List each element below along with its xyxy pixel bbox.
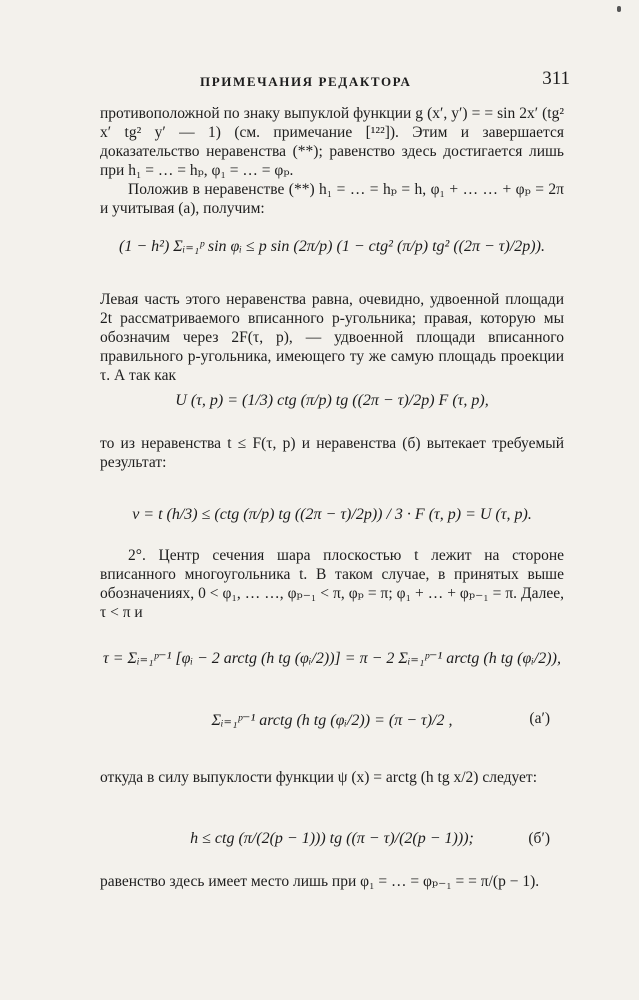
equation-tag-b: (б′)	[528, 830, 550, 847]
formula-6	[100, 830, 564, 848]
paragraph-7	[100, 872, 564, 891]
paragraph-1-text: противоположной по знаку выпуклой функции g (x′, y′) = = sin 2x′ (tg² x′ tg² y′ — 1) (см. примечание [¹²²]). Этим и завершается доказательство неравенства (**); равенство здесь достигается лишь при h₁ = … = hₚ, φ₁ = … = φₚ.	[100, 105, 564, 179]
formula-4: τ = Σᵢ₌₁ᵖ⁻¹ [φᵢ − 2 arctg (h tg (φᵢ/2))] = π − 2 Σᵢ₌₁ᵖ⁻¹ arctg (h tg (φᵢ/2)),	[103, 650, 561, 667]
paragraph-4-text: то из неравенства t ≤ F(τ, p) и неравенства (б) вытекает требуемый результат:	[100, 435, 564, 471]
paragraph-1	[100, 104, 564, 180]
equation-tag-a: (a′)	[529, 710, 550, 727]
corner-mark	[617, 6, 621, 12]
paragraph-6	[100, 768, 564, 787]
paragraph-4	[100, 434, 564, 472]
formula-5-text: Σᵢ₌₁ᵖ⁻¹ arctg (h tg (φᵢ/2)) = (π − τ)/2 ,	[211, 712, 453, 729]
formula-6-text: h ≤ ctg (π/(2(p − 1))) tg ((π − τ)/(2(p − 1)));	[190, 830, 474, 847]
formula-2: U (τ, p) = (1/3) ctg (π/p) tg ((2π − τ)/2p) F (τ, p),	[175, 392, 489, 409]
paragraph-2-text: Положив в неравенстве (**) h₁ = … = hₚ = h, φ₁ + … … + φₚ = 2π и учитывая (а), получим:	[100, 181, 564, 217]
header-title: ПРИМЕЧАНИЯ РЕДАКТОРА	[200, 74, 412, 89]
paragraph-7-text: равенство здесь имеет место лишь при φ₁ = … = φₚ₋₁ = = π/(p − 1).	[100, 873, 540, 890]
paragraph-5	[100, 546, 564, 622]
running-header	[100, 68, 570, 94]
paragraph-2	[100, 180, 564, 218]
formula-3: v = t (h/3) ≤ (ctg (π/p) tg ((2π − τ)/2p)) / 3 · F (τ, p) = U (τ, p).	[132, 506, 532, 523]
paragraph-5-text: 2°. Центр сечения шара плоскостью t лежит на стороне вписанного многоугольника t. В таком случае, в принятых выше обозначениях, 0 < φ₁, … …, φₚ₋₁ < π, φₚ = π; φ₁ + … + φₚ₋₁ = π. Далее, τ < π и	[100, 547, 564, 621]
formula-1: (1 − h²) Σᵢ₌₁ᵖ sin φᵢ ≤ p sin (2π/p) (1 − ctg² (π/p) tg² ((2π − τ)/2p)).	[119, 238, 545, 255]
page-number: 311	[542, 68, 570, 89]
paragraph-6-text: откуда в силу выпуклости функции ψ (x) = arctg (h tg x/2) следует:	[100, 769, 538, 786]
paragraph-3	[100, 290, 564, 385]
paragraph-3-text: Левая часть этого неравенства равна, очевидно, удвоенной площади 2t рассматриваемого вписанного p-угольника; правая, которую мы обозначим через 2F(τ, p), — удвоенной площади вписанного правильного p-угольника, имеющего ту же самую площадь проекции τ. А так как	[100, 291, 564, 384]
formula-5	[100, 710, 564, 730]
